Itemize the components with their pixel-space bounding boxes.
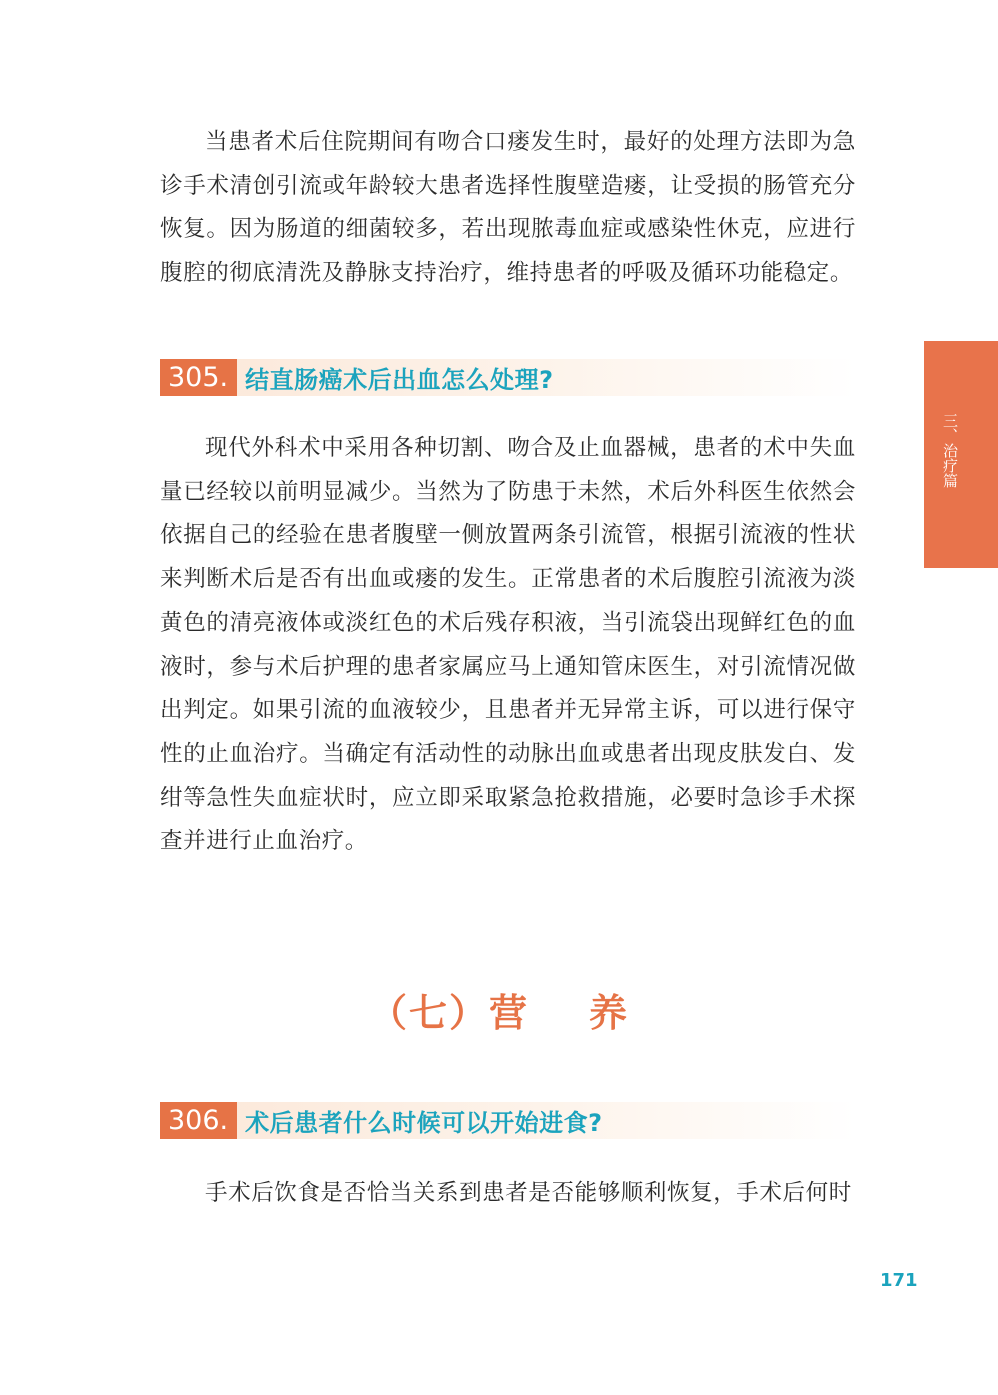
body-paragraph-3: 手术后饮食是否恰当关系到患者是否能够顺利恢复，手术后何时 <box>205 1180 852 1206</box>
question-number: 305. <box>160 359 237 396</box>
question-title: 术后患者什么时候可以开始进食? <box>245 1109 603 1137</box>
question-number: 306. <box>160 1102 237 1139</box>
chapter-side-tab <box>924 341 998 568</box>
section-title <box>0 982 998 1037</box>
section-title-prefix: （七）营 <box>368 990 529 1035</box>
body-paragraph-2: 现代外科术中采用各种切割、吻合及止血器械，患者的术中失血量已经较以前明显减少。当然为了防患于未然，术后外科医生依然会依据自己的经验在患者腹壁一侧放置两条引流管，根据引流液的性状来判断术后是否有出血或瘘的发生。正常患者的术后腹腔引流液为淡黄色的清亮液体或淡红色的术后残存积液，当引流袋出现鲜红色的血液时，参与术后护理的患者家属应马上通知管床医生，对引流情况做出判定。如果引流的血液较少，且患者并无异常主诉，可以进行保守性的止血治疗。当确定有活动性的动脉出血或患者出现皮肤发白、发绀等急性失血症状时，应立即采取紧急抢救措施，必要时急诊手术探查并进行止血治疗。 <box>160 435 856 855</box>
page-number: 171 <box>880 1270 918 1291</box>
question-heading-305 <box>160 359 856 396</box>
chapter-tab-label: 三、治疗篇 <box>941 413 959 488</box>
section-title-suffix: 养 <box>589 990 630 1035</box>
body-paragraph-1: 当患者术后住院期间有吻合口瘘发生时，最好的处理方法即为急诊手术清创引流或年龄较大患者选择性腹壁造瘘，让受损的肠管充分恢复。因为肠道的细菌较多，若出现脓毒血症或感染性休克，应进行腹腔的彻底清洗及静脉支持治疗，维持患者的呼吸及循环功能稳定。 <box>160 129 856 287</box>
question-title: 结直肠癌术后出血怎么处理? <box>245 366 554 394</box>
question-heading-306 <box>160 1102 856 1139</box>
